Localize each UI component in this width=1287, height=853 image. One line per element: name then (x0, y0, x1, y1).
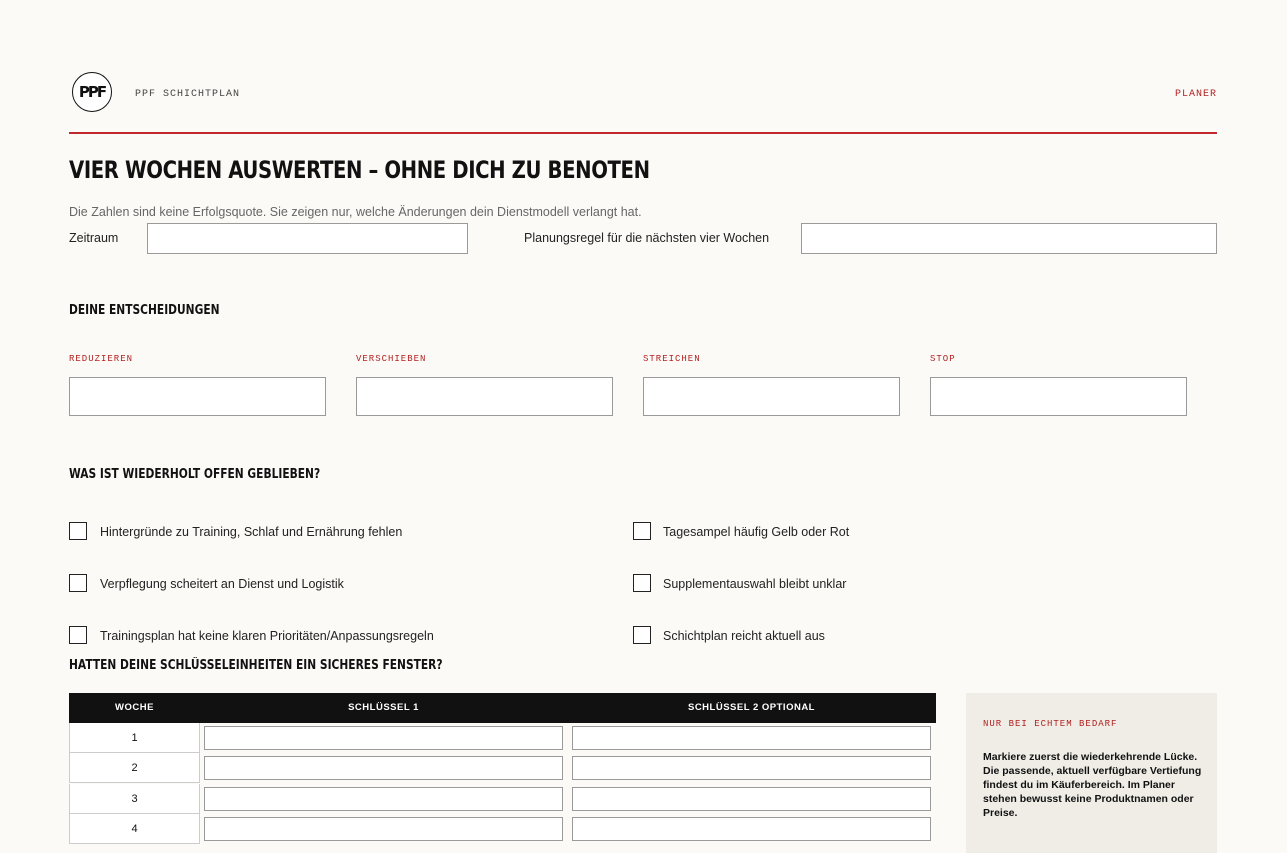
table-row-week: 4 (69, 814, 200, 844)
table-row-week: 1 (69, 723, 200, 753)
key1-input[interactable] (204, 756, 563, 780)
table-header (69, 693, 936, 723)
logo-text: PPF (78, 83, 106, 101)
decision-label-reduce: REDUZIEREN (69, 354, 134, 364)
issue-label-shift-plan: Schichtplan reicht aktuell aus (663, 629, 825, 643)
decision-label-stop: STOP (930, 354, 956, 364)
issue-checkbox-shift-plan[interactable] (633, 626, 651, 644)
period-label: Zeitraum (69, 231, 119, 245)
key2-input[interactable] (572, 787, 931, 811)
rule-input[interactable] (801, 223, 1217, 254)
column-header-key1: SCHLÜSSEL 1 (348, 702, 419, 713)
rule-label: Planungsregel für die nächsten vier Wochen (524, 231, 770, 245)
table-row-week: 2 (69, 753, 200, 783)
column-header-week: WOCHE (115, 702, 154, 713)
decision-input-shift[interactable] (356, 377, 613, 416)
key2-input[interactable] (572, 726, 931, 750)
decision-input-cancel[interactable] (643, 377, 900, 416)
header-divider (69, 132, 1217, 134)
issue-label-catering: Verpflegung scheitert an Dienst und Logistik (100, 577, 344, 591)
column-header-key2: SCHLÜSSEL 2 OPTIONAL (687, 702, 815, 713)
issue-label-background: Hintergründe zu Training, Schlaf und Ernährung fehlen (100, 525, 403, 539)
key2-input[interactable] (572, 817, 931, 841)
key1-input[interactable] (204, 726, 563, 750)
issue-checkbox-training-plan[interactable] (69, 626, 87, 644)
decisions-heading: DEINE ENTSCHEIDUNGEN (69, 303, 220, 318)
issue-label-traffic-light: Tagesampel häufig Gelb oder Rot (663, 525, 850, 539)
issue-checkbox-catering[interactable] (69, 574, 87, 592)
decision-label-cancel: STREICHEN (643, 354, 701, 364)
key-units-heading: HATTEN DEINE SCHLÜSSELEINHEITEN EIN SICHERES FENSTER? (69, 658, 443, 673)
issue-checkbox-traffic-light[interactable] (633, 522, 651, 540)
brand-name: PPF SCHICHTPLAN (135, 89, 241, 100)
period-input[interactable] (147, 223, 468, 254)
page-subtitle: Die Zahlen sind keine Erfolgsquote. Sie zeigen nur, welche Änderungen dein Dienstmodell verlangt hat. (69, 205, 642, 219)
ppf-logo[interactable] (72, 72, 112, 112)
key1-input[interactable] (204, 817, 563, 841)
issue-checkbox-background[interactable] (69, 522, 87, 540)
issue-label-supplements: Supplementauswahl bleibt unklar (663, 577, 847, 591)
issue-checkbox-supplements[interactable] (633, 574, 651, 592)
nav-link-planer[interactable]: PLANER (1174, 89, 1217, 100)
decision-input-reduce[interactable] (69, 377, 326, 416)
decision-input-stop[interactable] (930, 377, 1187, 416)
issue-label-training-plan: Trainingsplan hat keine klaren Prioritäten/Anpassungsregeln (100, 629, 434, 643)
open-issues-heading: WAS IST WIEDERHOLT OFFEN GEBLIEBEN? (69, 467, 321, 482)
key2-input[interactable] (572, 756, 931, 780)
table-row-week: 3 (69, 784, 200, 814)
key1-input[interactable] (204, 787, 563, 811)
info-panel-text: Markiere zuerst die wiederkehrende Lücke. Die passende, aktuell verfügbare Vertiefung findest du im Käuferbereich. Im Planer stehen bewusst keine Produktnamen oder Preise. (983, 751, 1202, 819)
decision-label-shift: VERSCHIEBEN (356, 354, 427, 364)
page-title: VIER WOCHEN AUSWERTEN – OHNE DICH ZU BENOTEN (69, 156, 650, 184)
info-panel-caption: NUR BEI ECHTEM BEDARF (983, 719, 1118, 729)
